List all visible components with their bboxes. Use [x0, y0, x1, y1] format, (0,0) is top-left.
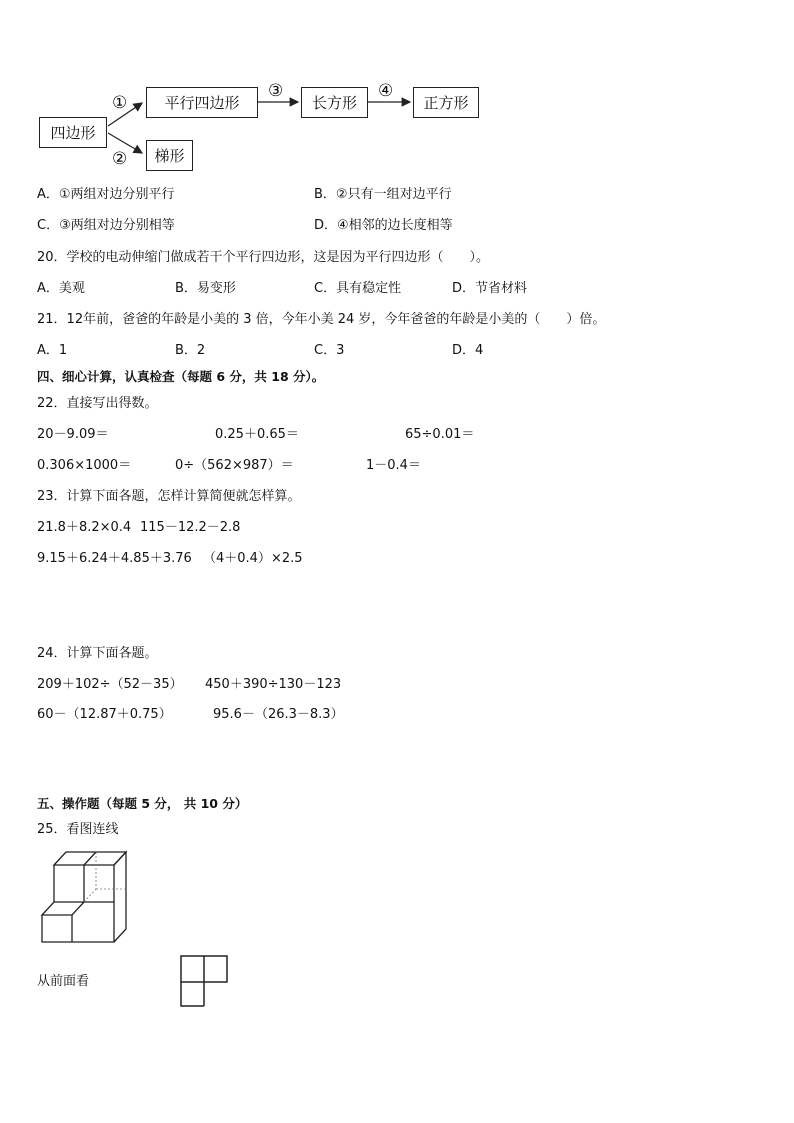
rectangle-box: 长方形 — [301, 87, 368, 118]
label-4: ④ — [378, 81, 394, 101]
q19-option-c: C．③两组对边分别相等 — [37, 218, 175, 233]
trapezoid-box: 梯形 — [146, 140, 193, 171]
q19-option-a: A．①两组对边分别平行 — [37, 187, 175, 202]
q23-item: 21.8＋8.2×0.4 — [37, 520, 132, 535]
square-box: 正方形 — [413, 87, 479, 118]
q20-stem: 20．学校的电动伸缩门做成若干个平行四边形，这是因为平行四边形（ ）。 — [37, 250, 490, 265]
q21-option-a: A．1 — [37, 343, 68, 358]
parallelogram-box: 平行四边形 — [146, 87, 258, 118]
q24-stem: 24．计算下面各题。 — [37, 646, 158, 661]
q19-option-b: B．②只有一组对边平行 — [314, 187, 452, 202]
q24-item: 209＋102÷（52－35） — [37, 677, 183, 692]
section5-heading: 五、操作题（每题 5 分， 共 10 分） — [37, 796, 248, 811]
q21-option-b: B．2 — [175, 343, 206, 358]
q23-item: 9.15＋6.24＋4.85＋3.76 — [37, 551, 192, 566]
q22-stem: 22．直接写出得数。 — [37, 396, 158, 411]
cube-stack-figure — [36, 847, 132, 947]
q22-item: 0.306×1000＝ — [37, 458, 132, 473]
q22-item: 0.25＋0.65＝ — [215, 427, 299, 442]
q23-item: 115－12.2－2.8 — [140, 520, 241, 535]
q22-item: 65÷0.01＝ — [405, 427, 475, 442]
q19-option-d: D．④相邻的边长度相等 — [314, 218, 453, 233]
q23-stem: 23．计算下面各题，怎样计算简便就怎样算。 — [37, 489, 301, 504]
q25-view-label: 从前面看 — [37, 974, 90, 989]
q23-item: （4＋0.4）×2.5 — [203, 551, 303, 566]
q25-stem: 25．看图连线 — [37, 822, 119, 837]
label-2: ② — [112, 149, 128, 169]
front-view-figure[interactable] — [180, 954, 230, 1008]
label-3: ③ — [268, 81, 284, 101]
q20-option-a: A．美观 — [37, 281, 85, 296]
q20-option-c: C．具有稳定性 — [314, 281, 402, 296]
q22-item: 1－0.4＝ — [366, 458, 421, 473]
q22-item: 0÷（562×987）＝ — [175, 458, 294, 473]
section4-heading: 四、细心计算，认真检查（每题 6 分，共 18 分）。 — [37, 369, 325, 384]
q24-item: 95.6－（26.3－8.3） — [213, 707, 344, 722]
q21-option-c: C．3 — [314, 343, 345, 358]
q24-item: 60－（12.87＋0.75） — [37, 707, 172, 722]
label-1: ① — [112, 93, 128, 113]
q21-stem: 21．12年前，爸爸的年龄是小美的 3 倍，今年小美 24 岁，今年爸爸的年龄是小美的（ ）倍。 — [37, 312, 606, 327]
q21-option-d: D．4 — [452, 343, 484, 358]
q20-option-b: B．易变形 — [175, 281, 236, 296]
q20-option-d: D．节省材料 — [452, 281, 528, 296]
q24-item: 450＋390÷130－123 — [205, 677, 342, 692]
quadrilateral-box: 四边形 — [39, 117, 107, 148]
q22-item: 20－9.09＝ — [37, 427, 109, 442]
